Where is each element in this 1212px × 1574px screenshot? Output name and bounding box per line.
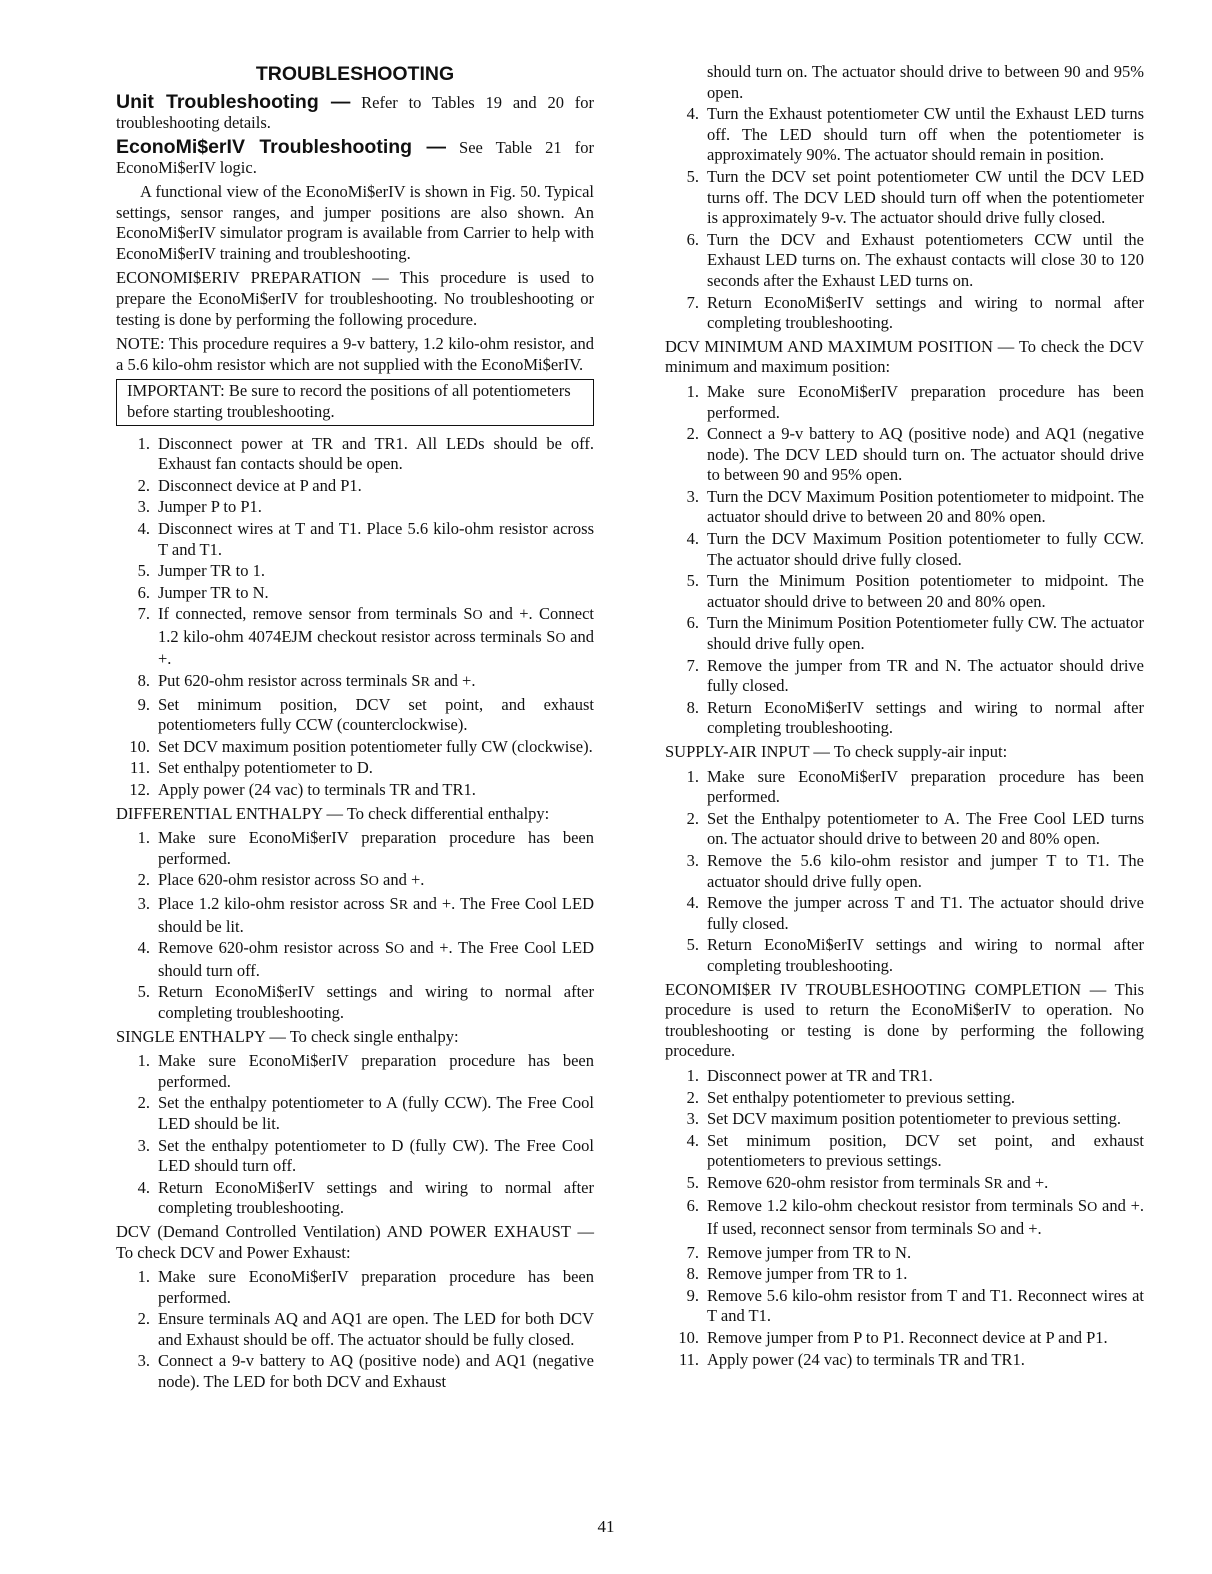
list-number: 1. (686, 766, 699, 786)
single-enthalpy-steps (116, 1051, 594, 1219)
list-number: 3. (686, 486, 699, 506)
list-number: 1. (137, 828, 150, 848)
dcv-power-exhaust-heading: DCV (Demand Controlled Ventilation) AND POWER EXHAUST — To check DCV and Power Exhaust: (116, 1221, 594, 1262)
list-item: 7. If connected, remove sensor from terminals SO and +. Connect 1.2 kilo-ohm 4074EJM checkout resistor across terminals SO and +. (116, 604, 594, 670)
list-item: 12. Apply power (24 vac) to terminals TR and TR1. (116, 780, 594, 801)
list-number: 2. (137, 870, 150, 890)
completion-steps (665, 1066, 1144, 1370)
list-item: 1. Make sure EconoMi$erIV preparation procedure has been performed. (116, 828, 594, 869)
list-number: 4. (137, 1177, 150, 1197)
list-number: 3. (686, 850, 699, 870)
list-item: 2. Set the Enthalpy potentiometer to A. The Free Cool LED turns on. The actuator should drive to between 20 and 80% open. (665, 809, 1144, 850)
dcv-power-exhaust-steps-continued (665, 62, 1144, 334)
list-item: 2. Ensure terminals AQ and AQ1 are open. The LED for both DCV and Exhaust should be off. The actuator should be fully closed. (116, 1309, 594, 1350)
list-item: 3. Connect a 9-v battery to AQ (positive node) and AQ1 (negative node). The LED for both DCV and Exhaust (116, 1351, 594, 1392)
list-item: 8. Return EconoMi$erIV settings and wiring to normal after completing troubleshooting. (665, 698, 1144, 739)
list-number: 5. (686, 1172, 699, 1192)
list-item: 4. Remove the jumper across T and T1. The actuator should drive fully closed. (665, 893, 1144, 934)
list-item: 1. Make sure EconoMi$erIV preparation procedure has been performed. (665, 767, 1144, 808)
list-item: 3. Set the enthalpy potentiometer to D (fully CW). The Free Cool LED should turn off. (116, 1136, 594, 1177)
list-item: 1. Make sure EconoMi$erIV preparation procedure has been performed. (116, 1267, 594, 1308)
list-item: 2. Disconnect device at P and P1. (116, 476, 594, 497)
list-item: 10. Remove jumper from P to P1. Reconnect device at P and P1. (665, 1328, 1144, 1349)
list-number: 9. (137, 694, 150, 714)
list-item: 6. Jumper TR to N. (116, 583, 594, 604)
economiser-troubleshooting-heading: EconoMi$erIV Troubleshooting — (116, 136, 446, 158)
list-item: 5. Remove 620-ohm resistor from terminals SR and +. (665, 1173, 1144, 1196)
list-item: 4. Turn the Exhaust potentiometer CW until the Exhaust LED turns off. The LED should turn off when the potentiometer is approximately 90%. The actuator should remain in position. (665, 104, 1144, 166)
list-number: 2. (137, 475, 150, 495)
list-number: 1. (686, 381, 699, 401)
list-number: 2. (686, 808, 699, 828)
list-number: 7. (137, 604, 150, 624)
list-number: 1. (137, 1051, 150, 1071)
list-number: 8. (137, 671, 150, 691)
list-item: 6. Turn the Minimum Position Potentiometer fully CW. The actuator should drive fully open. (665, 613, 1144, 654)
list-item: 4. Remove 620-ohm resistor across SO and +. The Free Cool LED should turn off. (116, 938, 594, 981)
list-item: 5. Return EconoMi$erIV settings and wiring to normal after completing troubleshooting. (116, 982, 594, 1023)
list-number: 7. (686, 655, 699, 675)
list-item: 10. Set DCV maximum position potentiometer fully CW (clockwise). (116, 737, 594, 758)
list-number: 6. (686, 613, 699, 633)
list-number: 5. (686, 571, 699, 591)
list-number: 4. (137, 938, 150, 958)
right-column (665, 62, 1144, 1373)
list-number: 8. (686, 1264, 699, 1284)
list-number: 8. (686, 697, 699, 717)
list-number: 2. (686, 424, 699, 444)
list-item: 5. Return EconoMi$erIV settings and wiring to normal after completing troubleshooting. (665, 935, 1144, 976)
list-item: 4. Set minimum position, DCV set point, and exhaust potentiometers to previous settings. (665, 1131, 1144, 1172)
preparation-steps (116, 434, 594, 801)
list-item: 1. Make sure EconoMi$erIV preparation procedure has been performed. (116, 1051, 594, 1092)
list-number: 2. (137, 1093, 150, 1113)
differential-enthalpy-steps (116, 828, 594, 1023)
list-item: 3. Place 1.2 kilo-ohm resistor across SR and +. The Free Cool LED should be lit. (116, 894, 594, 937)
list-item: 5. Jumper TR to 1. (116, 561, 594, 582)
list-number: 10. (129, 736, 150, 756)
list-number: 6. (137, 582, 150, 602)
list-item: 5. Turn the DCV set point potentiometer CW until the DCV LED turns off. The DCV LED should turn off when the potentiometer is approximately 9-v. The actuator should drive fully closed. (665, 167, 1144, 229)
list-number: 5. (686, 166, 699, 186)
list-item: 5. Turn the Minimum Position potentiometer to midpoint. The actuator should drive to between 20 and 80% open. (665, 571, 1144, 612)
dcv-min-max-heading: DCV MINIMUM AND MAXIMUM POSITION — To check the DCV minimum and maximum position: (665, 336, 1144, 377)
list-number: 2. (137, 1309, 150, 1329)
list-item: 3. Remove the 5.6 kilo-ohm resistor and jumper T to T1. The actuator should drive fully open. (665, 851, 1144, 892)
differential-enthalpy-heading: DIFFERENTIAL ENTHALPY — To check differential enthalpy: (116, 803, 550, 823)
list-number: 2. (686, 1087, 699, 1107)
dcv-min-max-steps (665, 382, 1144, 739)
list-item: 9. Set minimum position, DCV set point, and exhaust potentiometers fully CCW (counterclockwise). (116, 695, 594, 736)
list-number: 1. (137, 433, 150, 453)
list-item: 7. Remove the jumper from TR and N. The actuator should drive fully closed. (665, 656, 1144, 697)
list-item: 1. Disconnect power at TR and TR1. All LEDs should be off. Exhaust fan contacts should be open. (116, 434, 594, 475)
list-number: 4. (686, 893, 699, 913)
list-number: 12. (129, 780, 150, 800)
dcv-power-exhaust-steps (116, 1267, 594, 1393)
preparation-paragraph: ECONOMI$ERIV PREPARATION — This procedure is used to prepare the EconoMi$erIV for troubleshooting. No troubleshooting or testing is done by performing the following procedure. (116, 268, 594, 329)
supply-air-heading: SUPPLY-AIR INPUT — To check supply-air input: (665, 742, 1008, 761)
list-item: 2. Connect a 9-v battery to AQ (positive node) and AQ1 (negative node). The DCV LED should turn on. The actuator should drive to between 90 and 95% open. (665, 424, 1144, 486)
list-number: 1. (137, 1267, 150, 1287)
list-number: 5. (686, 935, 699, 955)
list-item: 8. Put 620-ohm resistor across terminals SR and +. (116, 671, 594, 694)
page-title: TROUBLESHOOTING (255, 63, 455, 85)
list-number: 7. (686, 1242, 699, 1262)
list-item: 3. Turn the DCV Maximum Position potentiometer to midpoint. The actuator should drive to between 20 and 80% open. (665, 487, 1144, 528)
list-item: 4. Turn the DCV Maximum Position potentiometer to fully CCW. The actuator should drive fully closed. (665, 529, 1144, 570)
list-item: 11. Apply power (24 vac) to terminals TR and TR1. (665, 1350, 1144, 1371)
economiser-troubleshooting-para (116, 137, 594, 178)
list-number: 3. (137, 894, 150, 913)
list-item: 6. Remove 1.2 kilo-ohm checkout resistor from terminals SO and +. If used, reconnect sensor from terminals SO and +. (665, 1196, 1144, 1241)
list-item: 1. Make sure EconoMi$erIV preparation procedure has been performed. (665, 382, 1144, 423)
list-number: 5. (137, 561, 150, 581)
note-paragraph: NOTE: This procedure requires a 9-v battery, 1.2 kilo-ohm resistor, and a 5.6 kilo-ohm resistor which are not supplied with the EconoMi$erIV. (116, 334, 594, 374)
unit-troubleshooting-heading: Unit Troubleshooting — (116, 91, 351, 113)
list-number: 9. (686, 1285, 699, 1305)
list-number: 3. (137, 1135, 150, 1155)
single-enthalpy-heading: SINGLE ENTHALPY — To check single enthalpy: (116, 1026, 459, 1046)
economiser-troubleshooting-text: See Table 21 for EconoMi$erIV logic. (116, 138, 594, 177)
list-number: 11. (678, 1349, 699, 1369)
list-number: 3. (137, 497, 150, 517)
list-item: 2. Place 620-ohm resistor across SO and +. (116, 870, 594, 893)
completion-heading: ECONOMI$ER IV TROUBLESHOOTING COMPLETION — This procedure is used to return the EconoMi$erIV to operation. No troubleshooting or testing is done by performing the following procedure. (665, 979, 1144, 1061)
list-item: 2. Set the enthalpy potentiometer to A (fully CCW). The Free Cool LED should be lit. (116, 1093, 594, 1134)
list-item: 3. Set DCV maximum position potentiometer to previous setting. (665, 1109, 1144, 1130)
list-number: 7. (686, 292, 699, 312)
list-item: 4. Disconnect wires at T and T1. Place 5.6 kilo-ohm resistor across T and T1. (116, 519, 594, 560)
list-number: 11. (129, 758, 150, 778)
list-number: 5. (137, 982, 150, 1002)
list-number: 4. (137, 518, 150, 538)
unit-troubleshooting-text: Refer to Tables 19 and 20 for troubleshooting details. (116, 93, 594, 132)
list-item: 9. Remove 5.6 kilo-ohm resistor from T and T1. Reconnect wires at T and T1. (665, 1286, 1144, 1327)
list-number: 4. (686, 1130, 699, 1150)
list-number: 6. (686, 229, 699, 249)
list-number: 3. (686, 1109, 699, 1129)
list-item: 7. Remove jumper from TR to N. (665, 1243, 1144, 1264)
list-item: 1. Disconnect power at TR and TR1. (665, 1066, 1144, 1087)
intro-paragraph: A functional view of the EconoMi$erIV is shown in Fig. 50. Typical settings, sensor ranges, and jumper positions are also shown. An EconoMi$erIV simulator program is available from Carrier to help with EconoMi$erIV training and troubleshooting. (116, 182, 594, 263)
list-number: 3. (137, 1351, 150, 1371)
list-number: 10. (678, 1328, 699, 1348)
list-number: 4. (686, 104, 699, 124)
list-item: 6. Turn the DCV and Exhaust potentiometers CCW until the Exhaust LED turns on. The exhaust contacts will close 30 to 120 seconds after the Exhaust LED turns on. (665, 230, 1144, 292)
list-number: 1. (686, 1065, 699, 1085)
list-number: 6. (686, 1196, 699, 1216)
supply-air-steps (665, 767, 1144, 977)
left-column (116, 62, 594, 1396)
list-item: should turn on. The actuator should drive to between 90 and 95% open. (707, 62, 1144, 102)
list-item: 3. Jumper P to P1. (116, 497, 594, 518)
list-item: 2. Set enthalpy potentiometer to previous setting. (665, 1088, 1144, 1109)
list-item: 11. Set enthalpy potentiometer to D. (116, 758, 594, 779)
list-number: 4. (686, 529, 699, 549)
unit-troubleshooting-para (116, 92, 594, 133)
important-box: IMPORTANT: Be sure to record the positions of all potentiometers before starting troubleshooting. (116, 379, 594, 425)
list-item: 4. Return EconoMi$erIV settings and wiring to normal after completing troubleshooting. (116, 1178, 594, 1219)
list-item: 7. Return EconoMi$erIV settings and wiring to normal after completing troubleshooting. (665, 293, 1144, 334)
page-number: 41 (597, 1517, 615, 1536)
list-item: 8. Remove jumper from TR to 1. (665, 1264, 1144, 1285)
